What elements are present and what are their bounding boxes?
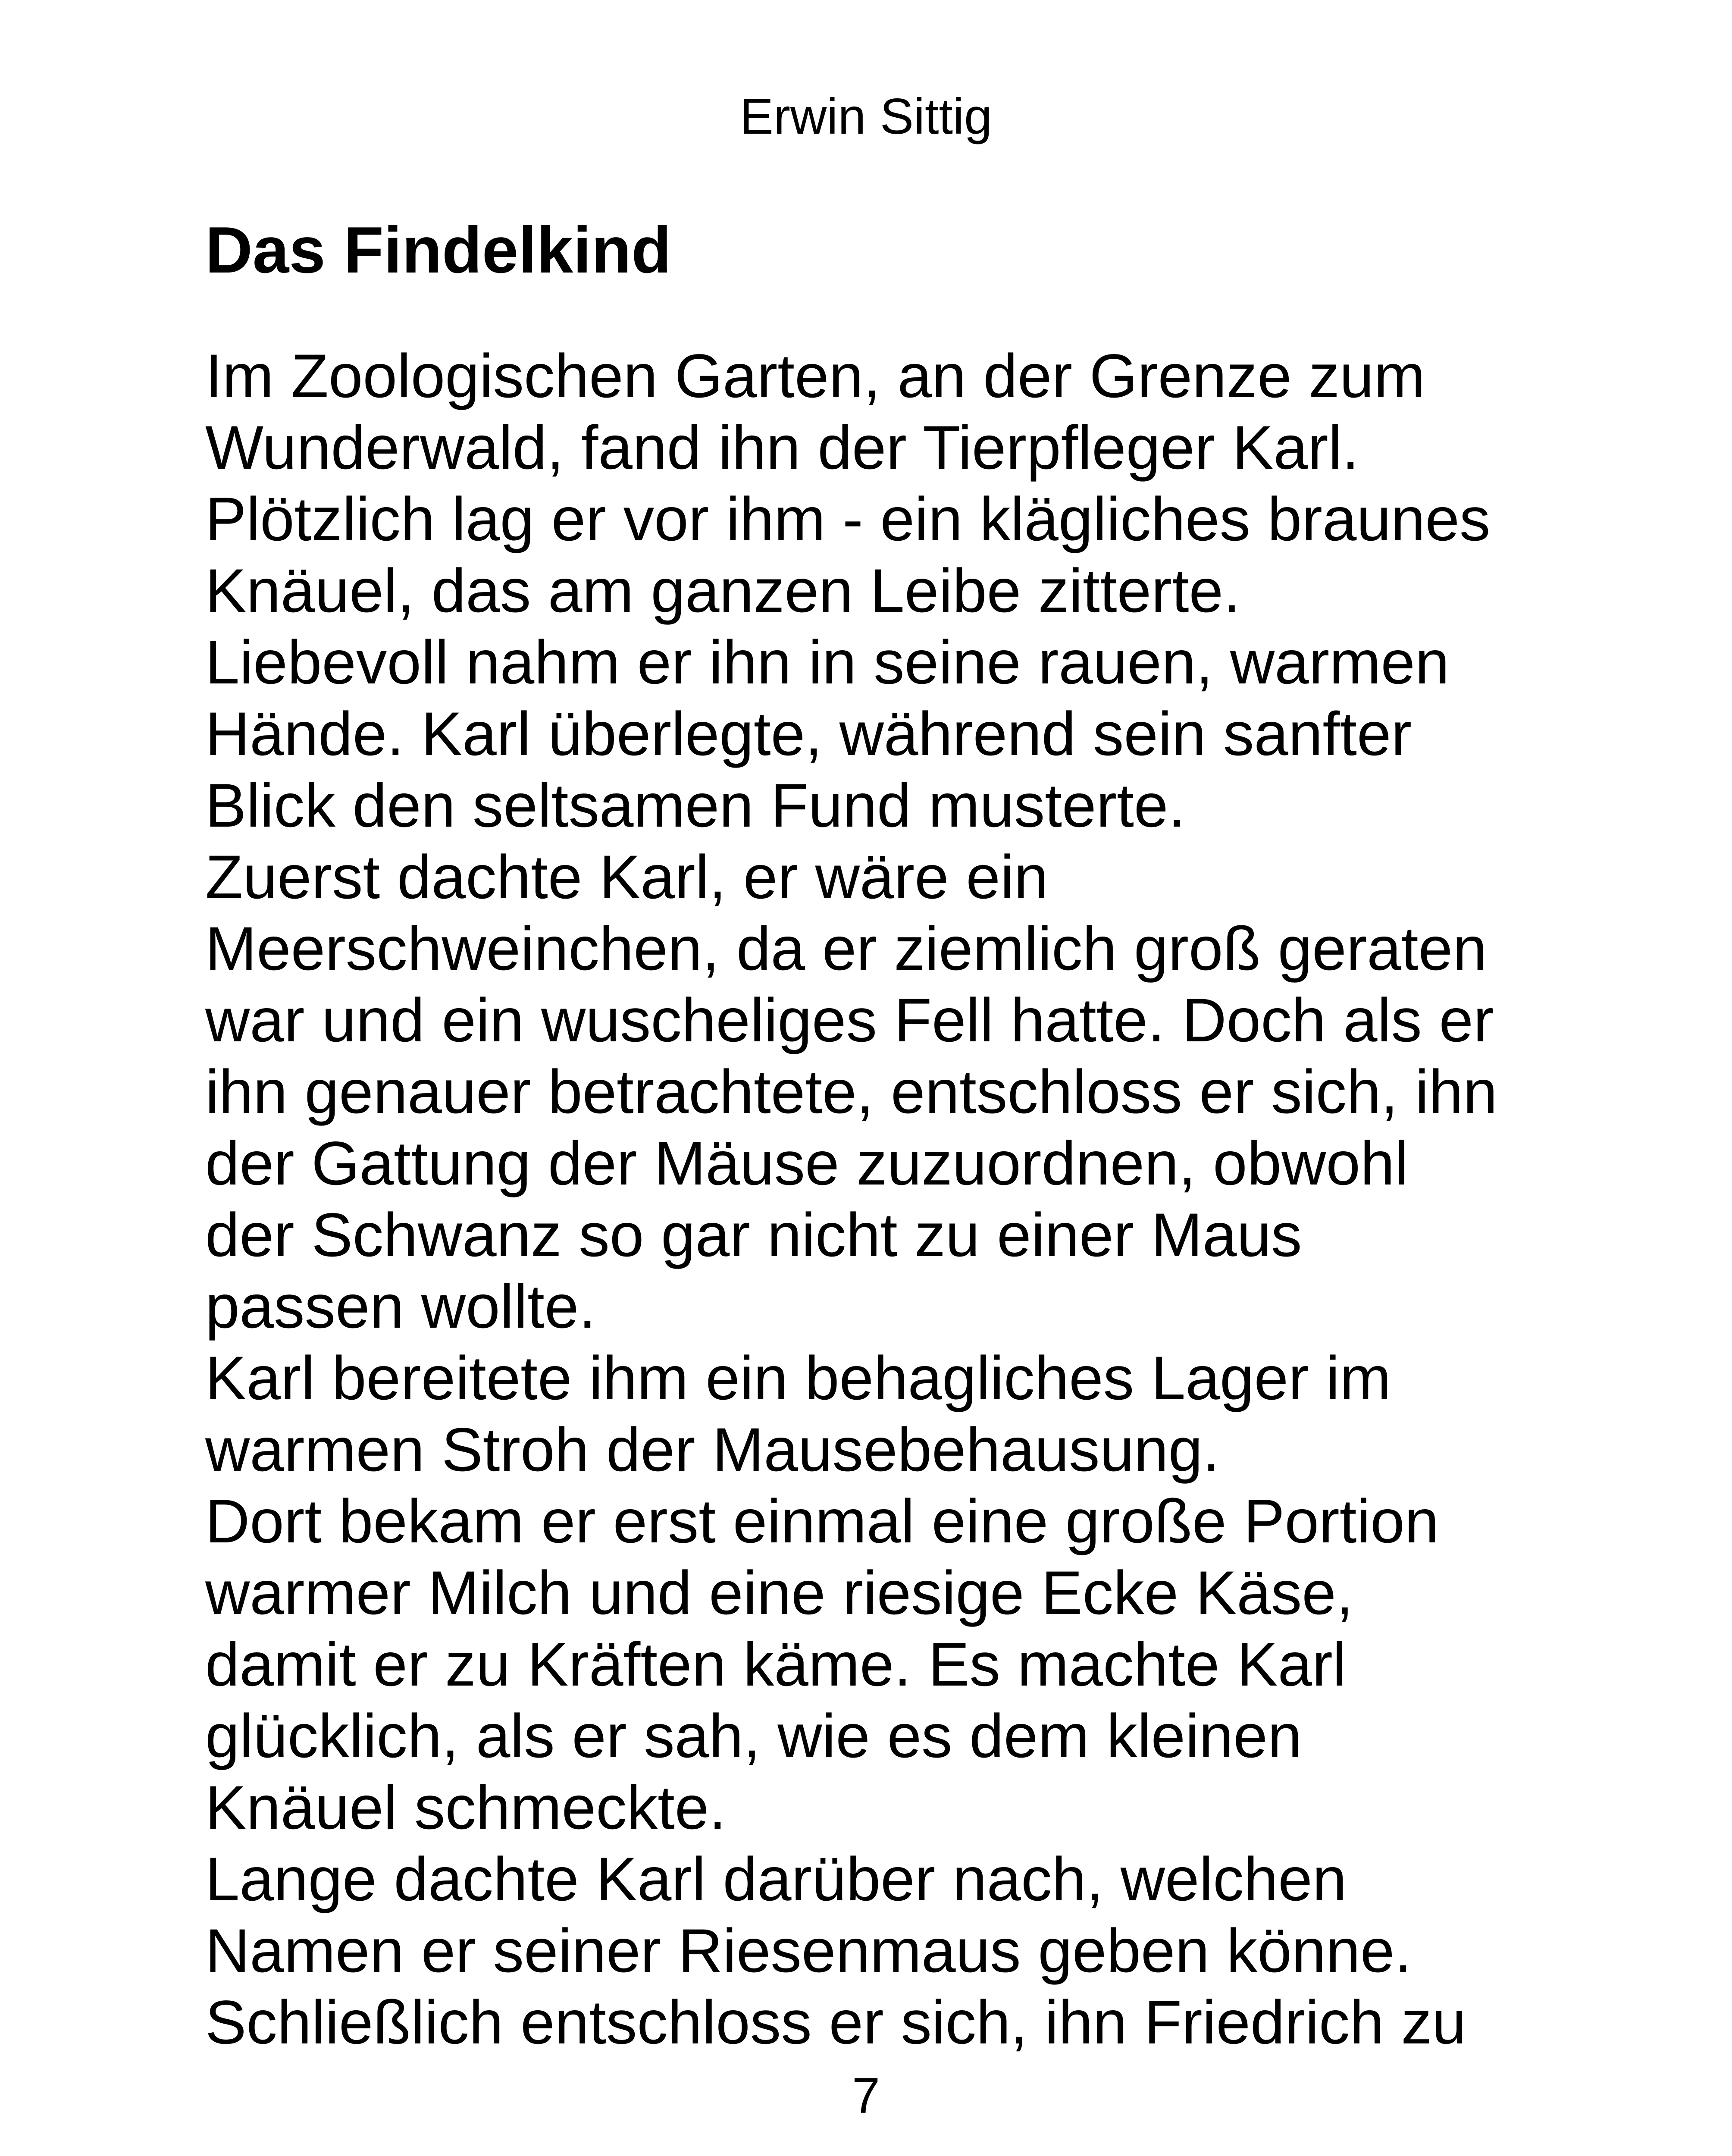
text-line: Knäuel schmeckte. bbox=[205, 1774, 727, 1842]
text-line: Meerschweinchen, da er ziemlich groß geraten bbox=[205, 915, 1487, 983]
text-line: Schließlich entschloss er sich, ihn Friedrich zu bbox=[205, 1988, 1466, 2057]
text-line: war und ein wuscheliges Fell hatte. Doch als er bbox=[205, 986, 1494, 1055]
chapter-title: Das Findelkind bbox=[205, 213, 672, 287]
text-line: Lange dachte Karl darüber nach, welchen bbox=[205, 1845, 1347, 1914]
text-line: Namen er seiner Riesenmaus geben könne. bbox=[205, 1917, 1412, 1985]
text-line: Zuerst dachte Karl, er wäre ein bbox=[205, 843, 1049, 912]
page-number: 7 bbox=[852, 2067, 880, 2124]
text-line: ihn genauer betrachtete, entschloss er sich, ihn bbox=[205, 1058, 1497, 1126]
text-line: passen wollte. bbox=[205, 1272, 596, 1341]
text-line: Dort bekam er erst einmal eine große Portion bbox=[205, 1487, 1439, 1556]
text-line: der Gattung der Mäuse zuzuordnen, obwohl bbox=[205, 1129, 1409, 1198]
text-line: damit er zu Kräften käme. Es machte Karl bbox=[205, 1630, 1347, 1699]
text-line: Wunderwald, fand ihn der Tierpfleger Karl. bbox=[205, 414, 1359, 482]
text-line: Karl bereitete ihm ein behagliches Lager im bbox=[205, 1344, 1391, 1413]
text-line: warmen Stroh der Mausebehausung. bbox=[205, 1416, 1220, 1484]
running-header-author: Erwin Sittig bbox=[739, 88, 993, 144]
text-line: Blick den seltsamen Fund musterte. bbox=[205, 771, 1186, 840]
text-line: Knäuel, das am ganzen Leibe zitterte. bbox=[205, 557, 1240, 625]
text-line: warmer Milch und eine riesige Ecke Käse, bbox=[205, 1559, 1353, 1627]
text-line: glücklich, als er sah, wie es dem kleinen bbox=[205, 1702, 1302, 1771]
text-line: Im Zoologischen Garten, an der Grenze zum bbox=[205, 342, 1425, 411]
text-line: Hände. Karl überlegte, während sein sanfter bbox=[205, 700, 1412, 768]
body-text bbox=[205, 341, 1585, 2059]
text-line: der Schwanz so gar nicht zu einer Maus bbox=[205, 1201, 1302, 1269]
text-line: Liebevoll nahm er ihn in seine rauen, warmen bbox=[205, 628, 1450, 697]
text-line: Plötzlich lag er vor ihm - ein klägliches braunes bbox=[205, 485, 1491, 554]
